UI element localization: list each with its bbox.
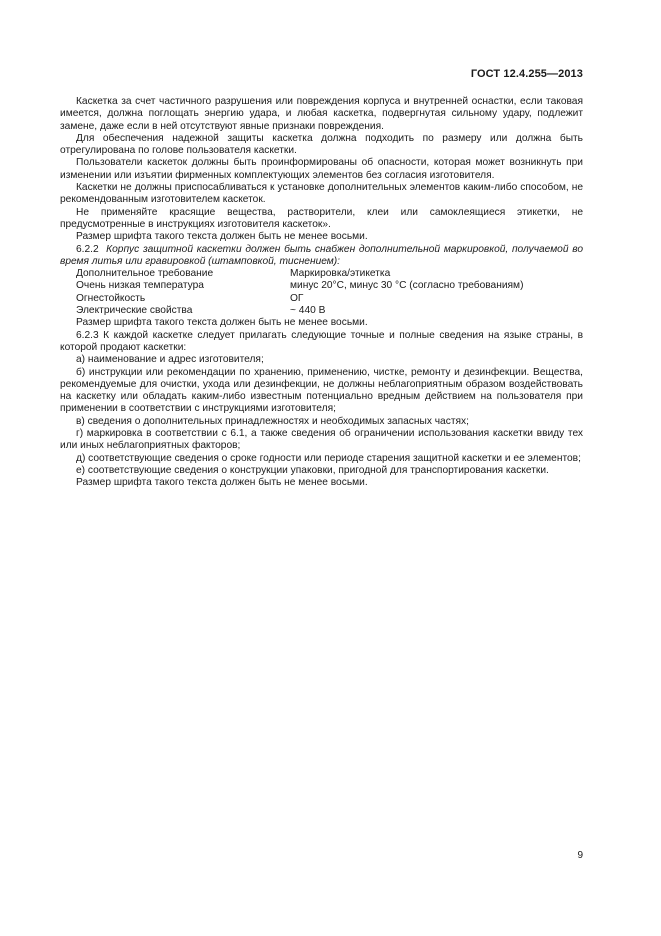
paragraph-user-information: Пользователи каскеток должны быть проинформированы об опасности, которая может возникнуть при изменении или изъятии фирменных комплектующих элементов без согласия изготовителя. — [60, 157, 583, 181]
paragraph-size-fit: Для обеспечения надежной защиты каскетка должна подходить по размеру или должна быть отрегулирована по голове пользователя каскетки. — [60, 132, 583, 157]
spec-name: Дополнительное требование — [76, 268, 214, 280]
spec-name: Очень низкая температура — [76, 280, 204, 292]
list-item-b: б) инструкции или рекомендации по хранению, применению, чистке, ремонту и дезинфекции. Вещества, рекомендуемые для очистки, ухода или дезинфекции, не должны неблагоприятным образом воздействовать на каскетку или обладать каким-либо известным потенциально вредным действием на пользователя при применении в соответствии с инструкциями изготовителя; — [60, 366, 583, 415]
section-6-2-2 — [60, 244, 583, 269]
paragraph-font-size-note-1: Размер шрифта такого текста должен быть не менее восьми. — [76, 231, 368, 243]
section-6-2-2-text: Корпус защитной каскетки должен быть снабжен дополнительной маркировкой, получаемой во время литья или гравировкой (штамповкой, тиснением): — [60, 243, 583, 267]
list-item-e: е) соответствующие сведения о конструкции упаковки, пригодной для транспортирования каскетки. — [76, 464, 549, 476]
spec-value: ~ 440 В — [290, 305, 326, 317]
table-row — [60, 280, 583, 292]
page-number: 9 — [577, 850, 583, 861]
spec-value: ОГ — [290, 292, 304, 304]
spec-name: Огнестойкость — [76, 292, 146, 304]
list-item-a: а) наименование и адрес изготовителя; — [76, 354, 264, 366]
spec-name: Электрические свойства — [76, 305, 193, 317]
paragraph-no-modifications: Каскетки не должны приспосабливаться к установке дополнительных элементов каким-либо способом, не рекомендованным изготовителем каскеток. — [60, 182, 583, 206]
section-number: 6.2.2 — [76, 243, 99, 255]
document-body — [60, 96, 583, 490]
list-item-d: д) соответствующие сведения о сроке годности или периоде старения защитной каскетки и ее элементов; — [76, 452, 581, 464]
list-item-g: г) маркировка в соответствии с 6.1, а также сведения об ограничении использования каскетки ввиду тех или иных неблагоприятных факторов; — [60, 428, 583, 452]
paragraph-font-size-note-3: Размер шрифта такого текста должен быть не менее восьми. — [76, 477, 368, 489]
document-code-header: ГОСТ 12.4.255—2013 — [470, 68, 583, 80]
spec-value: минус 20°С, минус 30 °С (согласно требованиям) — [290, 280, 524, 292]
paragraph-energy-absorption: Каскетка за счет частичного разрушения или повреждения корпуса и внутренней оснастки, если таковая имеется, должна поглощать энергию удара, и любая каскетка, подвергнутая сильному удару, подлежит замене, даже если в ней отсутствуют явные признаки повреждения. — [60, 96, 583, 132]
marking-spec-table — [60, 268, 583, 317]
table-row — [60, 268, 583, 280]
table-row — [60, 293, 583, 305]
paragraph-font-size-note-2: Размер шрифта такого текста должен быть не менее восьми. — [76, 317, 368, 329]
paragraph-no-solvents: Не применяйте красящие вещества, растворители, клеи или самоклеящиеся этикетки, не предусмотренные в инструкциях изготовителя каскеток». — [60, 206, 583, 230]
spec-value: Маркировка/этикетка — [290, 268, 391, 280]
section-6-2-3: 6.2.3 К каждой каскетке следует прилагать следующие точные и полные сведения на языке страны, в которой продают каскетки: — [60, 329, 583, 353]
list-item-v: в) сведения о дополнительных принадлежностях и необходимых запасных частях; — [76, 415, 469, 427]
table-row — [60, 305, 583, 317]
